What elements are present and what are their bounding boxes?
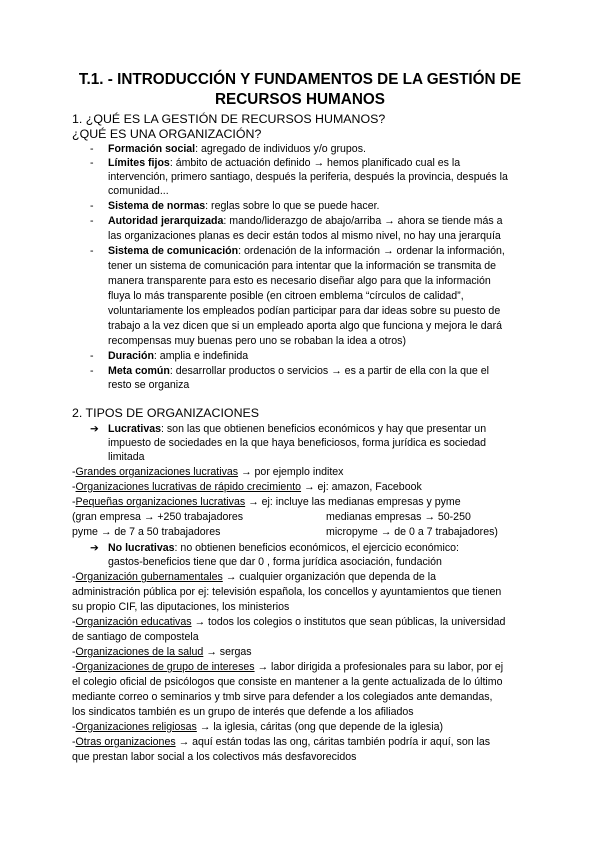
section-1-heading: 1. ¿QUÉ ES LA GESTIÓN DE RECURSOS HUMANOS? [72, 112, 386, 126]
type-line: los sindicatos también es un grupo de interés que defende a los afiliados [72, 706, 414, 718]
type-term: Organizaciones lucrativas de rápido crecimiento [75, 481, 302, 493]
arrow-bullet-icon: ➔ [90, 423, 99, 435]
list-bullet: - [90, 200, 94, 212]
item-term: Sistema de comunicación [108, 245, 239, 257]
no-lucrativas-type: -Organizaciones religiosas → la iglesia, cáritas (ong que depende de la iglesia) [72, 721, 444, 733]
type-line: que prestan labor social a los colectivos más desfavorecidos [72, 751, 357, 763]
type-line: de santiago de compostela [72, 631, 199, 643]
type-term: Organizaciones de la salud [75, 646, 204, 658]
document-title [72, 70, 528, 110]
arrow-bullet-icon: ➔ [90, 542, 99, 554]
list-item-line: resto se organiza [108, 379, 190, 391]
list-item-line: fluya lo más transparente posible (en citroen emblema “círculos de calidad”, [108, 290, 464, 302]
item-term: Límites fijos [108, 157, 170, 169]
type-term: Organizaciones de grupo de intereses [75, 661, 255, 673]
item-term: Sistema de normas [108, 200, 206, 212]
list-item-line: comunidad... [108, 185, 169, 197]
lucrativas-item: Lucrativas: son las que obtienen beneficios económicos y hay que presentar un [108, 423, 487, 435]
list-item: Formación social: agregado de individuos y/o grupos. [108, 143, 366, 155]
type-line: administración pública por ej: televisión española, los concellos y ayuntamientos que tienen [72, 586, 502, 598]
type-line: el colegio oficial de psicólogos que consiste en mantener a la gente actualizada de lo último [72, 676, 503, 688]
list-bullet: - [90, 143, 94, 155]
type-term: Organización gubernamentales [75, 571, 223, 583]
title-line-2: RECURSOS HUMANOS [215, 91, 385, 108]
list-item-line: recompensas muy buenas pero uno se robaban la idea a otros) [108, 335, 406, 347]
item-term: Formación social [108, 143, 196, 155]
lucrativas-type: -Grandes organizaciones lucrativas → por ejemplo inditex [72, 466, 344, 478]
item-term: Autoridad jerarquizada [108, 215, 224, 227]
type-term: Grandes organizaciones lucrativas [75, 466, 239, 478]
list-item: Meta común: desarrollar productos o servicios → es a partir de ella con la que el [108, 365, 489, 377]
type-term: Otras organizaciones [75, 736, 176, 748]
type-line: mediante correo o seminarios y tmb sirve para defender a los colegiados ante demandas, [72, 691, 493, 703]
list-item-line: trabajo a la vez dicen que si un empleado aporta algo que funciona y mejora le dará [108, 320, 502, 332]
list-bullet: - [90, 157, 94, 169]
section-1-subheading: ¿QUÉ ES UNA ORGANIZACIÓN? [72, 127, 262, 141]
no-lucrativas-line: gastos-beneficios tiene que dar 0 , forma jurídica asociación, fundación [108, 556, 442, 568]
list-item: Sistema de normas: reglas sobre lo que se puede hacer. [108, 200, 380, 212]
list-item-line: voluntariamente los empleados podían participar para dar ideas sobre su puesto de [108, 305, 501, 317]
list-item: Duración: amplia e indefinida [108, 350, 249, 362]
item-term: No lucrativas [108, 542, 175, 554]
lucrativas-type: -Pequeñas organizaciones lucrativas → ej: incluye las medianas empresas y pyme [72, 496, 461, 508]
size-micropyme: micropyme → de 0 a 7 trabajadores) [326, 526, 498, 538]
list-bullet: - [90, 365, 94, 377]
list-item-line: tener un sistema de comunicación para intentar que la información se transmita de [108, 260, 497, 272]
lucrativas-line: impuesto de sociedades en la que haya beneficiosos, forma jurídica es sociedad [108, 437, 487, 449]
type-term: Pequeñas organizaciones lucrativas [75, 496, 246, 508]
no-lucrativas-type: -Organización gubernamentales → cualquier organización que dependa de la [72, 571, 436, 583]
no-lucrativas-type: -Otras organizaciones → aquí están todas las ong, cáritas también podría ir aquí, son las [72, 736, 491, 748]
list-bullet: - [90, 350, 94, 362]
size-medianas: medianas empresas → 50-250 [326, 511, 471, 523]
item-term: Lucrativas [108, 423, 161, 435]
no-lucrativas-type: -Organizaciones de grupo de intereses → labor dirigida a profesionales para su labor, por ej [72, 661, 504, 673]
lucrativas-type: -Organizaciones lucrativas de rápido crecimiento → ej: amazon, Facebook [72, 481, 422, 493]
item-term: Duración [108, 350, 154, 362]
type-term: Organizaciones religiosas [75, 721, 197, 733]
no-lucrativas-item: No lucrativas: no obtienen beneficios económicos, el ejercicio económico: [108, 542, 459, 554]
size-gran-empresa: (gran empresa → +250 trabajadores [72, 511, 244, 523]
title-line-1: T.1. - INTRODUCCIÓN Y FUNDAMENTOS DE LA GESTIÓN DE [78, 71, 522, 88]
type-line: su propio CIF, las diputaciones, los ministerios [72, 601, 290, 613]
list-bullet: - [90, 245, 94, 257]
no-lucrativas-type: -Organizaciones de la salud → sergas [72, 646, 252, 658]
type-term: Organización educativas [75, 616, 192, 628]
list-item: Autoridad jerarquizada: mando/liderazgo de abajo/arriba → ahora se tiende más a [108, 215, 503, 227]
list-item-line: las organizaciones planas es decir están todos al mismo nivel, no hay una jerarquía [108, 230, 501, 242]
section-2-heading: 2. TIPOS DE ORGANIZACIONES [72, 406, 260, 420]
list-item: Límites fijos: ámbito de actuación definido → hemos planificado cual es la [108, 157, 461, 169]
list-item-line: intervención, primero santiago, después la periferia, después la provincia, después la [108, 171, 508, 183]
lucrativas-line: limitada [108, 451, 145, 463]
list-item: Sistema de comunicación: ordenación de la información → ordenar la información, [108, 245, 505, 257]
size-pyme: pyme → de 7 a 50 trabajadores [72, 526, 221, 538]
list-bullet: - [90, 215, 94, 227]
item-term: Meta común [108, 365, 170, 377]
no-lucrativas-type: -Organización educativas → todos los colegios o institutos que sean públicas, la universidad [72, 616, 506, 628]
list-item-line: manera transparente para esto es necesario diseñar algo para que la información [108, 275, 491, 287]
